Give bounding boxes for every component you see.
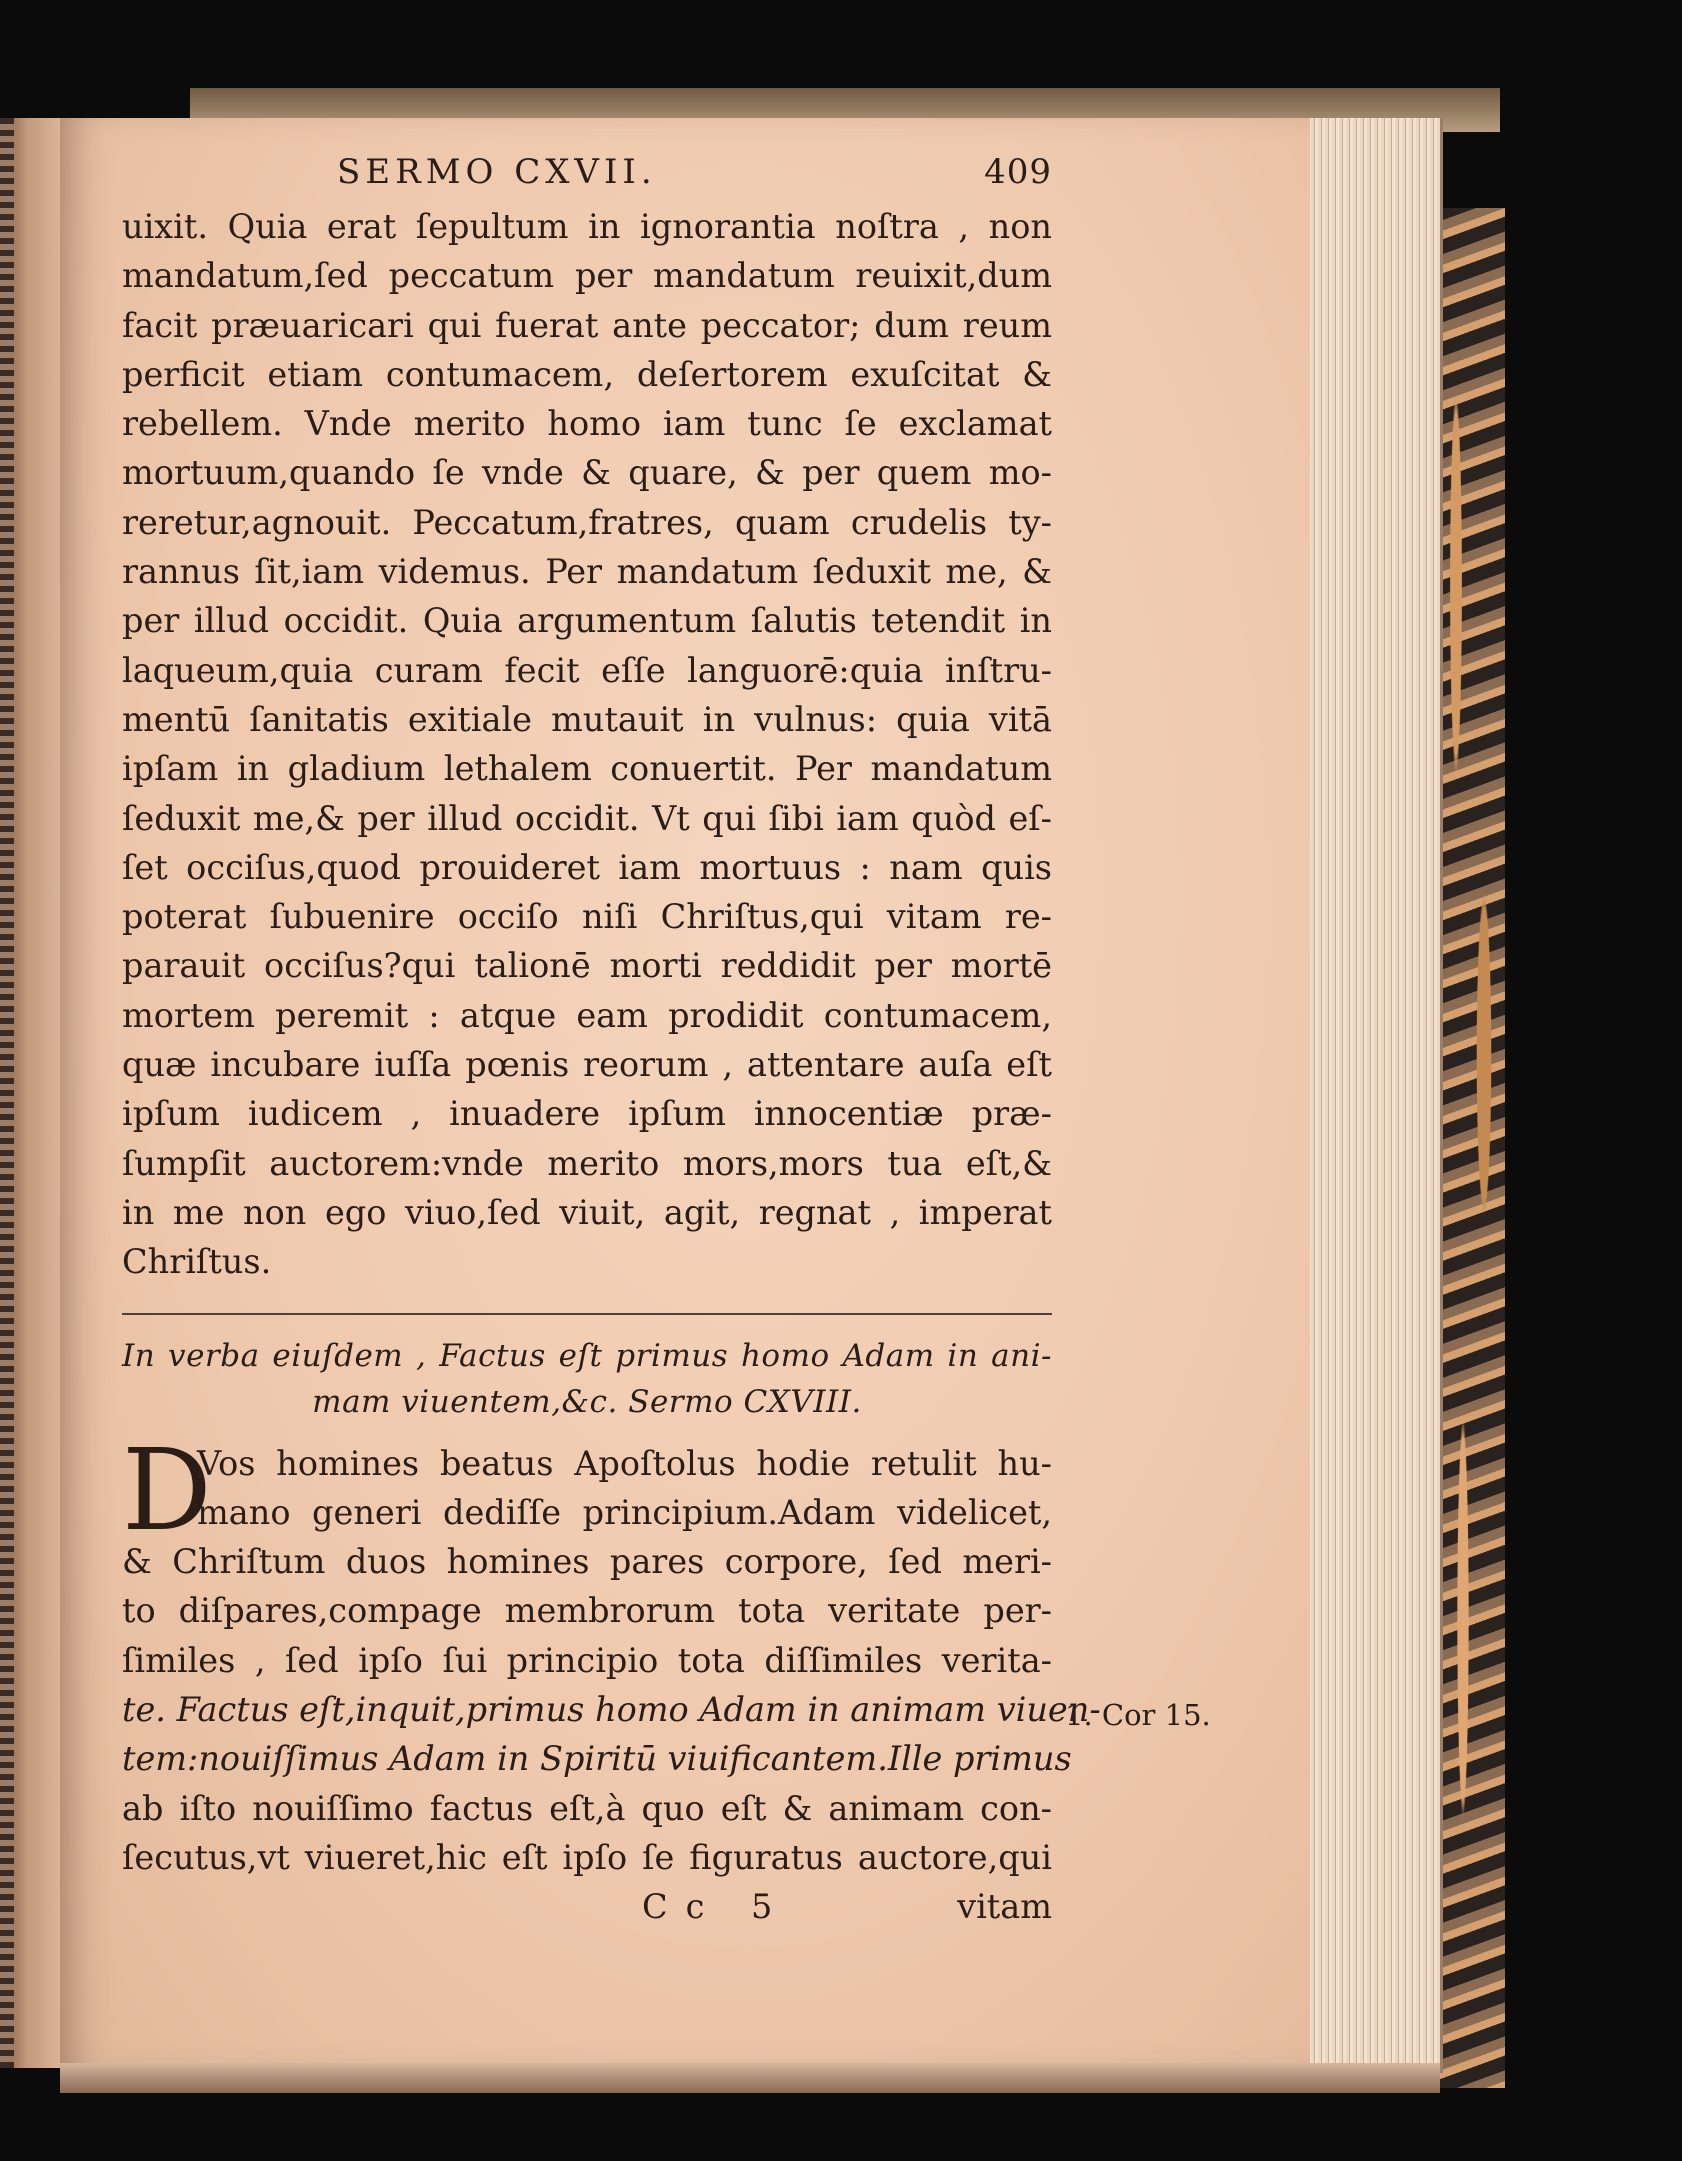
body-line: parauit occiſus?qui talionē morti reddidit per mortē: [122, 946, 1052, 986]
body-line: te. Factus eſt,inquit,primus homo Adam in animam viuen-: [122, 1690, 1101, 1730]
marbled-cover: [1435, 208, 1505, 2088]
body-line: Vos homines beatus Apoſtolus hodie retulit hu-: [197, 1443, 1052, 1483]
signature-mark: Cc 5: [642, 1887, 791, 1927]
body-line: mortem peremit : atque eam prodidit contumacem,: [122, 995, 1052, 1035]
body-line: & Chriſtum duos homines pares corpore, ſed meri-: [122, 1542, 1052, 1582]
body-line: ſet occiſus,quod prouideret iam mortuus : nam quis: [122, 847, 1052, 887]
body-line: mortuum,quando ſe vnde & quare, & per quem mo-: [122, 453, 1052, 493]
sermon-cxviii-body: [122, 1425, 1101, 1883]
body-line: tem:nouiſſimus Adam in Spiritū viuificantem.Ille primus: [122, 1739, 1072, 1779]
text-block: [122, 152, 1101, 1931]
body-line: in me non ego viuo,ſed viuit, agit, regnat , imperat: [122, 1192, 1052, 1232]
body-line: mandatum,ſed peccatum per mandatum reuixit,dum: [122, 256, 1052, 296]
body-line: ipſum iudicem , inuadere ipſum innocentiæ præ-: [122, 1094, 1052, 1134]
body-line: to diſpares,compage membrorum tota veritate per-: [122, 1591, 1052, 1631]
margin-note: 1. Cor 15.: [1065, 1698, 1211, 1732]
body-line: uixit. Quia erat ſepultum in ignorantia noſtra , non: [122, 207, 1052, 246]
body-line: rannus ſit,iam videmus. Per mandatum ſeduxit me, &: [122, 552, 1052, 592]
running-header: [122, 152, 1052, 202]
body-line: per illud occidit. Quia argumentum ſalutis tetendit in: [122, 601, 1052, 641]
page-edges: [1290, 118, 1443, 2073]
section-heading: [122, 1333, 1052, 1425]
section-heading-line: In verba eiuſdem , Factus eſt primus homo Adam in ani-: [122, 1337, 1052, 1374]
body-line: Chriſtus.: [122, 1242, 272, 1282]
body-line: ſimiles , ſed ipſo ſui principio tota diſſimiles verita-: [122, 1640, 1052, 1680]
body-line: ab iſto nouiſſimo factus eſt,à quo eſt & animam con-: [122, 1788, 1052, 1828]
body-line: ipſam in gladium lethalem conuertit. Per mandatum: [122, 749, 1052, 789]
body-line: rebellem. Vnde merito homo iam tunc ſe exclamat: [122, 404, 1052, 444]
drop-cap: D: [122, 1425, 212, 1556]
section-heading-line: mam viuentem,&c. Sermo CXVIII.: [312, 1383, 862, 1420]
body-line: ſecutus,vt viueret,hic eſt ipſo ſe figuratus auctore,qui: [122, 1837, 1052, 1877]
catchword: vitam: [957, 1887, 1052, 1927]
body-line: mentū ſanitatis exitiale mutauit in vulnus: quia vitā: [122, 699, 1052, 739]
body-line: laqueum,quia curam fecit eſſe languorē:quia inſtru-: [122, 650, 1052, 690]
page-bottom-shadow: [60, 2063, 1440, 2093]
page-number: 409: [984, 152, 1052, 192]
body-line: poterat ſubuenire occiſo niſi Chriſtus,qui vitam re-: [122, 897, 1052, 937]
body-line: quæ incubare iuſſa pœnis reorum , attentare auſa eſt: [122, 1045, 1052, 1085]
left-binding-edge: [0, 118, 14, 2068]
body-line: perficit etiam contumacem, deſertorem exuſcitat &: [122, 354, 1052, 394]
body-line: facit præuaricari qui fuerat ante peccator; dum reum: [122, 305, 1052, 345]
body-line: ſeduxit me,& per illud occidit. Vt qui ſibi iam quòd eſ-: [122, 798, 1052, 838]
body-line: mano generi dediſſe principium.Adam videlicet,: [197, 1492, 1052, 1532]
section-divider: [122, 1313, 1052, 1315]
body-line: reretur,agnouit. Peccatum,fratres, quam crudelis ty-: [122, 502, 1052, 542]
body-line: ſumpſit auctorem:vnde merito mors,mors tua eſt,&: [122, 1143, 1052, 1183]
sermon-cxvii-body: [122, 202, 1052, 1287]
page-footer: [122, 1882, 1052, 1931]
running-title: SERMO CXVII.: [337, 152, 657, 192]
